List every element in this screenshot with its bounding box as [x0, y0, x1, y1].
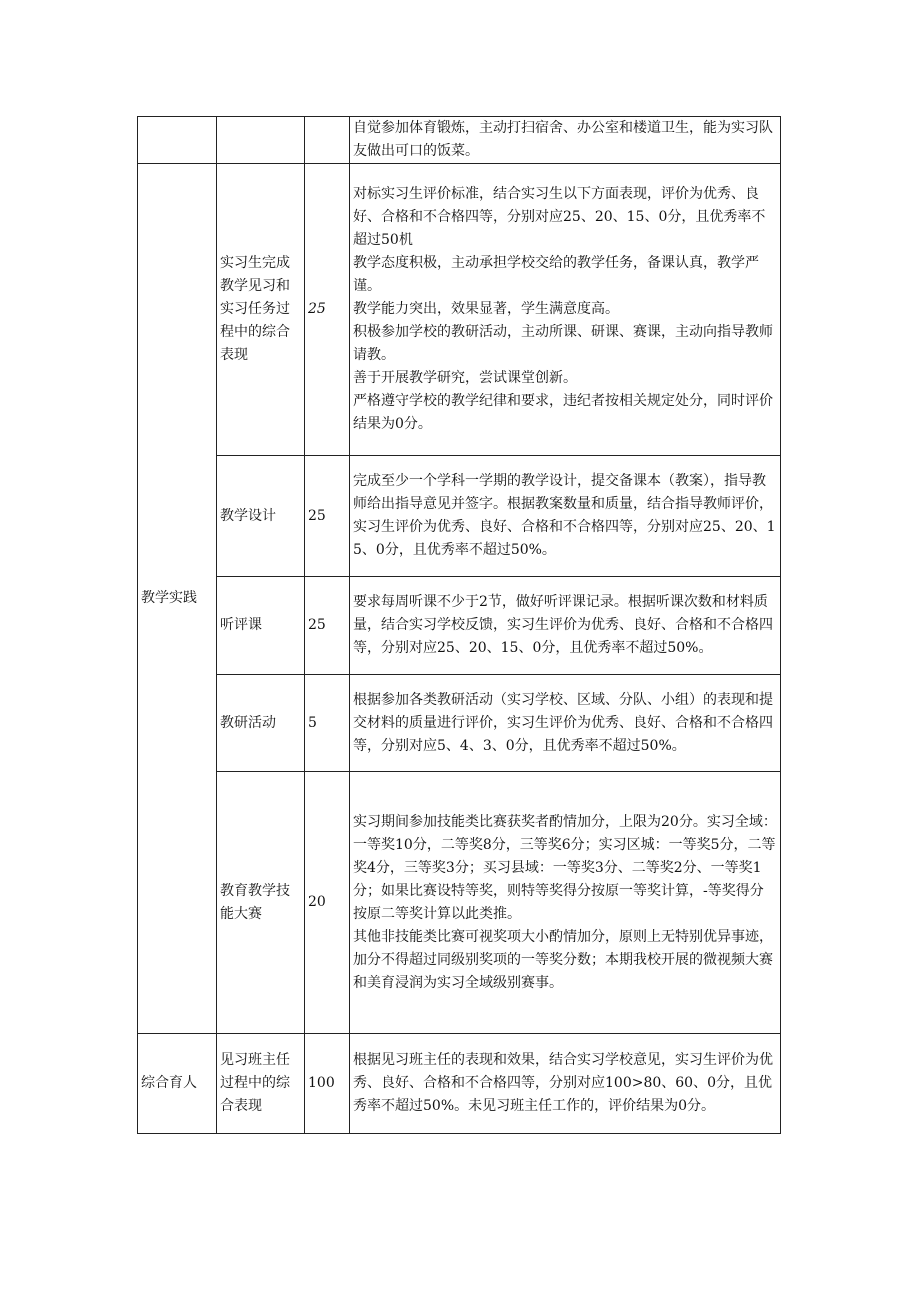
evaluation-table	[137, 116, 781, 1134]
score-cell	[305, 117, 350, 164]
item-cell	[217, 117, 305, 164]
item-cell: 教研活动	[217, 675, 305, 772]
item-cell: 见习班主任过程中的综合表现	[217, 1034, 305, 1134]
table-row	[138, 1034, 781, 1134]
criteria-cell	[350, 577, 781, 675]
criteria-text: 完成至少一个学科一学期的教学设计，提交备课本（教案），指导教师给出指导意见并签字。根据教案数量和质量，结合指导教师评价，实习生评价为优秀、良好、合格和不合格四等，分别对应25、20、15、0分，且优秀率不超过50%。	[353, 473, 776, 558]
criteria-text: 根据参加各类教研活动（实习学校、区域、分队、小组）的表现和提交材料的质量进行评价，实习生评价为优秀、良好、合格和不合格四等，分别对应5、4、3、0分，且优秀率不超过50%。	[353, 691, 773, 754]
table-row	[138, 164, 781, 456]
criteria-cell	[350, 164, 781, 456]
criteria-text: 对标实习生评价标准，结合实习生以下方面表现，评价为优秀、良好、合格和不合格四等，分别对应25、20、15、0分，且优秀率不超过50机	[353, 186, 766, 248]
criteria-text: 积极参加学校的教研活动，主动所课、研课、赛课，主动向指导教师请教。	[353, 324, 773, 363]
score-cell: 25	[305, 164, 350, 456]
criteria-text: 自觉参加体育锻炼，主动打扫宿舍、办公室和楼道卫生，能为实习队友做出可口的饭菜。	[353, 120, 773, 159]
score-cell: 100	[305, 1034, 350, 1134]
criteria-cell	[350, 675, 781, 772]
item-cell: 教学设计	[217, 456, 305, 577]
criteria-text: 要求每周听课不少于2节，做好听评课记录。根据听课次数和材料质量，结合实习学校反馈，实习生评价为优秀、良好、合格和不合格四等，分别对应25、20、15、0分，且优秀率不超过50%。	[353, 594, 773, 656]
criteria-text: 其他非技能类比赛可视奖项大小酌情加分，原则上无特别优异事迹，加分不得超过同级别奖项的一等奖分数；本期我校开展的微视频大赛和美育浸润为实习全域级别赛事。	[353, 928, 773, 991]
table-row	[138, 456, 781, 577]
criteria-cell	[350, 772, 781, 1034]
criteria-text: 严格遵守学校的教学纪律和要求，违纪者按相关规定处分，同时评价结果为0分。	[353, 393, 773, 432]
criteria-text: 实习期间参加技能类比赛获奖者酌情加分，上限为20分。实习全域：一等奖10分，二等奖8分，三等奖6分；实习区城：一等奖5分，二等奖4分，三等奖3分；买习县域：一等奖3分、二等奖2分、一等奖1分；如果比赛设特等奖，则特等奖得分按原一等奖计算，-等奖得分按原二等奖计算以此类推。	[353, 813, 777, 922]
criteria-text: 教学能力突出，效果显著，学生满意度高。	[353, 301, 619, 317]
item-cell: 听评课	[217, 577, 305, 675]
score-cell: 20	[305, 772, 350, 1034]
criteria-text: 教学态度积极，主动承担学校交给的教学任务，备课认真，教学严谨。	[353, 255, 759, 294]
table-row	[138, 577, 781, 675]
category-cell	[138, 117, 217, 164]
category-cell: 综合育人	[138, 1034, 217, 1134]
table-row	[138, 675, 781, 772]
criteria-text: 善于开展教学研究，尝试课堂创新。	[353, 370, 577, 386]
criteria-cell	[350, 456, 781, 577]
score-cell: 25	[305, 577, 350, 675]
item-cell: 教育教学技能大赛	[217, 772, 305, 1034]
score-cell: 25	[305, 456, 350, 577]
table-row	[138, 117, 781, 164]
score-cell: 5	[305, 675, 350, 772]
table-row	[138, 772, 781, 1034]
item-cell: 实习生完成教学见习和实习任务过程中的综合表现	[217, 164, 305, 456]
criteria-text: 根据见习班主任的表现和效果，结合实习学校意见，实习生评价为优秀、良好、合格和不合格四等，分别对应100>80、60、0分，且优秀率不超过50%。未见习班主任工作的，评价结果为0分。	[353, 1052, 773, 1114]
category-cell: 教学实践	[138, 164, 217, 1034]
criteria-cell	[350, 117, 781, 164]
criteria-cell	[350, 1034, 781, 1134]
